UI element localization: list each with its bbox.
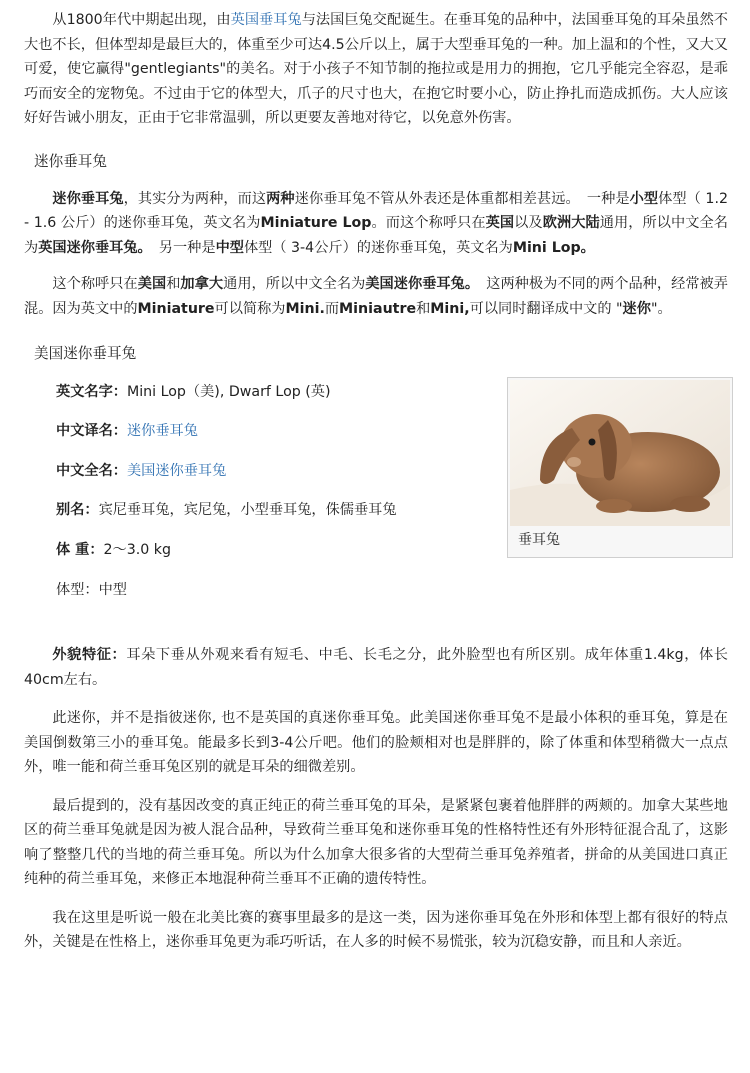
bold-text: Mini. [285,300,325,317]
features-paragraph [24,643,728,692]
bold-text: 美国迷你垂耳兔。 [365,276,472,292]
paragraph-competition: 我在这里是听说一般在北美比赛的赛事里最多的是这一类，因为迷你垂耳兔在外形和体型上都有很好的特点外，关键是在性格上，迷你垂耳兔更为乖巧听话，在人多的时候不易慌张，较为沉稳安静，而且和人亲近。 [24,909,728,950]
field-label: 体型： [56,582,99,598]
text: 体型（ 1.2 - 1.6 公斤）的迷你垂耳兔，英文名为 [24,190,728,231]
bold-text: 小型 [629,190,659,207]
bold-text: Miniautre [339,300,417,317]
mini-paragraph-1 [24,187,728,261]
text: 这个称呼只在 [52,276,138,292]
field-label: 英文名字： [56,384,127,400]
bold-text: 欧洲大陆 [542,215,600,231]
bold-text: Miniature Lop [260,215,372,231]
bold-text: 外貌特征： [52,647,127,663]
intro-text-2: 与法国巨兔交配诞生。在垂耳兔的品种中，法国垂耳兔的耳朵虽然不大也不长，但体型却是最巨大的，体重至少可达4.5公斤以上，属于大型垂耳兔的一种。加上温和的个性，又大又可爱，使它赢得"gentlegiants"的美名。对于小孩子不知节制的拖拉或是用力的拥抱，它几乎能完全容忍，是乖巧而安全的宠物兔。不过由于它的体型大，爪子的尺寸也大，在抱它时要小心，防止挣扎而造成抓伤。大人应该好好告诫小朋友，正由于它非常温驯，所以更要友善地对待它，以免意外伤害。 [24,12,728,126]
bold-text: 中型 [215,239,244,256]
text: 耳朵下垂从外观来看有短毛、中毛、长毛之分，此外脸型也有所区别。成年体重1.4kg，体长40cm左右。 [24,647,728,688]
field-value: 2～3.0 kg [103,542,172,558]
bold-text: 美国 [137,276,167,292]
field-label: 别名： [56,502,99,518]
text: ，其实分为两种，而这 [123,190,267,207]
text: 体型（ 3-4公斤）的迷你垂耳兔，英文名为 [243,239,513,256]
bold-text: Mini, [430,300,470,317]
intro-text-1: 从1800年代中期起出现，由 [52,12,231,28]
field-chinese-fullname [56,460,226,482]
field-weight [56,539,171,561]
field-label: 体 重： [56,542,104,558]
text: 另一种是 [144,239,216,256]
text: 和 [166,276,181,292]
link-american-mini-lop[interactable]: 美国迷你垂耳兔 [126,463,227,479]
bold-text: Mini Lop。 [512,239,595,256]
bold-text: Miniature [137,300,215,317]
field-label: 中文全名： [56,463,127,479]
field-english-name [56,381,331,403]
field-label: 中文译名： [56,423,127,439]
text: 而 [324,300,340,317]
field-value: 中型 [98,582,127,598]
text: 和 [416,300,431,317]
link-mini-lop[interactable]: 迷你垂耳兔 [126,423,198,439]
paragraph-holland-lop: 最后提到的，没有基因改变的真正纯正的荷兰垂耳兔的耳朵，是紧紧包裹着他胖胖的两颊的。加拿大某些地区的荷兰垂耳兔就是因为被人混合品种，导致荷兰垂耳兔和迷你垂耳兔的性格特性还有外形特征混合乱了，这影响了整整几代的当地的荷兰垂耳兔。所以为什么加拿大很多省的大型荷兰垂耳兔养殖者，拼命的从美国进口真正纯种的荷兰垂耳兔，来修正本地混种荷兰垂耳不正确的遗传特性。 [24,797,728,887]
text: 通用，所以中文全名为 [24,215,728,256]
bold-text: 两种 [266,190,295,207]
paragraph-comparison: 此迷你，并不是指彼迷你, 也不是英国的真迷你垂耳兔。此美国迷你垂耳兔不是最小体积的垂耳兔，算是在美国倒数第三小的垂耳兔。能最多长到3-4公斤吧。他们的脸颊相对也是胖胖的，除了体重和体型稍微大一点点外，唯一能和荷兰垂耳兔区别的就是耳朵的细微差别。 [24,710,728,775]
field-chinese-translation [56,420,198,442]
bold-text: 迷你垂耳兔 [52,190,124,207]
intro-paragraph [24,0,728,131]
text: 可以简称为 [214,300,286,317]
heading-american-mini-lop: 美国迷你垂耳兔 [34,345,137,362]
bold-text: 迷你 [622,300,651,317]
field-alias [56,499,397,521]
text: 迷你垂耳兔不管从外表还是体重都相差甚远。 一种是 [294,190,630,207]
bold-text: 加拿大 [180,276,224,292]
rabbit-image-box[interactable] [507,377,733,558]
field-value: Mini Lop（美), Dwarf Lop (英) [126,384,331,400]
text: 。而这个称呼只在 [371,215,486,231]
info-fields [24,381,728,643]
field-body-size [56,579,127,601]
heading-mini-lop: 迷你垂耳兔 [34,152,107,170]
link-english-lop[interactable]: 英国垂耳兔 [230,12,302,28]
text: 通用，所以中文全名为 [223,276,366,292]
bold-text: 英国迷你垂耳兔。 [38,239,145,256]
text: 可以同时翻译成中文的 " [469,300,623,317]
bold-text: 英国 [485,215,515,231]
mini-paragraph-2 [24,272,728,321]
text: 以及 [514,215,543,231]
text: 这两种极为不同的两个品种，经常被弄混。因为英文中的 [24,276,728,317]
field-value: 宾尼垂耳兔，宾尼兔，小型垂耳兔，侏儒垂耳兔 [98,502,397,518]
text: "。 [650,300,672,317]
rabbit-photo-icon [510,380,730,526]
image-caption: 垂耳兔 [518,532,560,548]
